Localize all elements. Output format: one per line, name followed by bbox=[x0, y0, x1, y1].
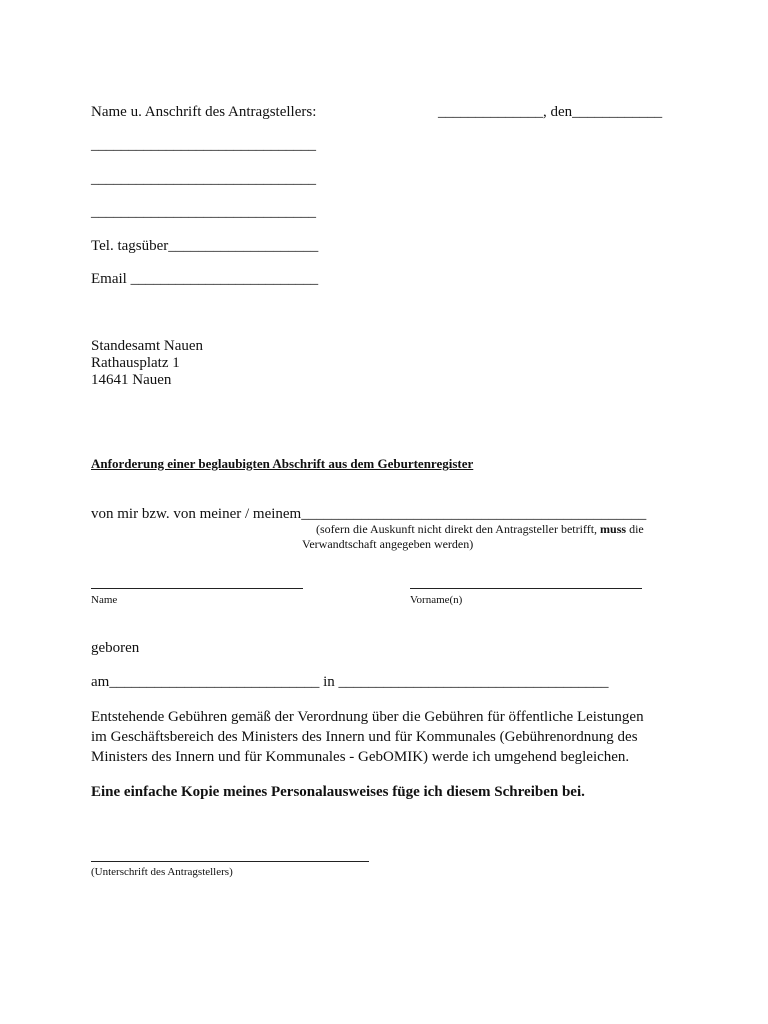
relation-note bbox=[316, 523, 644, 537]
applicant-label: Name u. Anschrift des Antragstellers: bbox=[91, 104, 317, 120]
address-line-1: ______________________________ bbox=[91, 137, 316, 153]
place-date-field: ______________, den____________ bbox=[438, 104, 663, 120]
fees-text-line-2: im Geschäftsbereich des Ministers des Innern und für Kommunales (Gebührenordnung des bbox=[91, 729, 638, 745]
recipient-office: Standesamt Nauen bbox=[91, 338, 204, 354]
recipient-city: 14641 Nauen bbox=[91, 372, 172, 388]
phone-field: Tel. tagsüber____________________ bbox=[91, 238, 319, 254]
address-line-3: ______________________________ bbox=[91, 204, 316, 220]
birth-date-place-field: am____________________________ in ____________________________________ bbox=[91, 674, 609, 690]
relation-note-emphasis: muss bbox=[600, 522, 627, 536]
firstname-line bbox=[410, 588, 642, 589]
fees-text-line-3: Ministers des Innern und für Kommunales - GebOMIK) werde ich umgehend begleichen. bbox=[91, 749, 630, 765]
signature-label: (Unterschrift des Antragstellers) bbox=[91, 866, 233, 878]
relation-field: von mir bzw. von meiner / meinem______________________________________________ bbox=[91, 506, 647, 522]
name-line bbox=[91, 588, 303, 589]
relation-note-tail: die bbox=[626, 522, 644, 536]
recipient-street: Rathausplatz 1 bbox=[91, 355, 180, 371]
born-label: geboren bbox=[91, 640, 140, 656]
subject-heading: Anforderung einer beglaubigten Abschrift aus dem Geburtenregister bbox=[91, 456, 474, 471]
firstname-label: Vorname(n) bbox=[410, 594, 463, 606]
address-line-2: ______________________________ bbox=[91, 171, 316, 187]
relation-note-line-2: Verwandtschaft angegeben werden) bbox=[302, 537, 474, 551]
name-label: Name bbox=[91, 594, 118, 606]
signature-line bbox=[91, 861, 369, 862]
email-field: Email _________________________ bbox=[91, 271, 319, 287]
enclosure-note: Eine einfache Kopie meines Personalausweises füge ich diesem Schreiben bei. bbox=[91, 784, 585, 800]
fees-text-line-1: Entstehende Gebühren gemäß der Verordnung über die Gebühren für öffentliche Leistungen bbox=[91, 709, 644, 725]
relation-note-text: (sofern die Auskunft nicht direkt den Antragsteller betrifft, bbox=[316, 522, 601, 536]
